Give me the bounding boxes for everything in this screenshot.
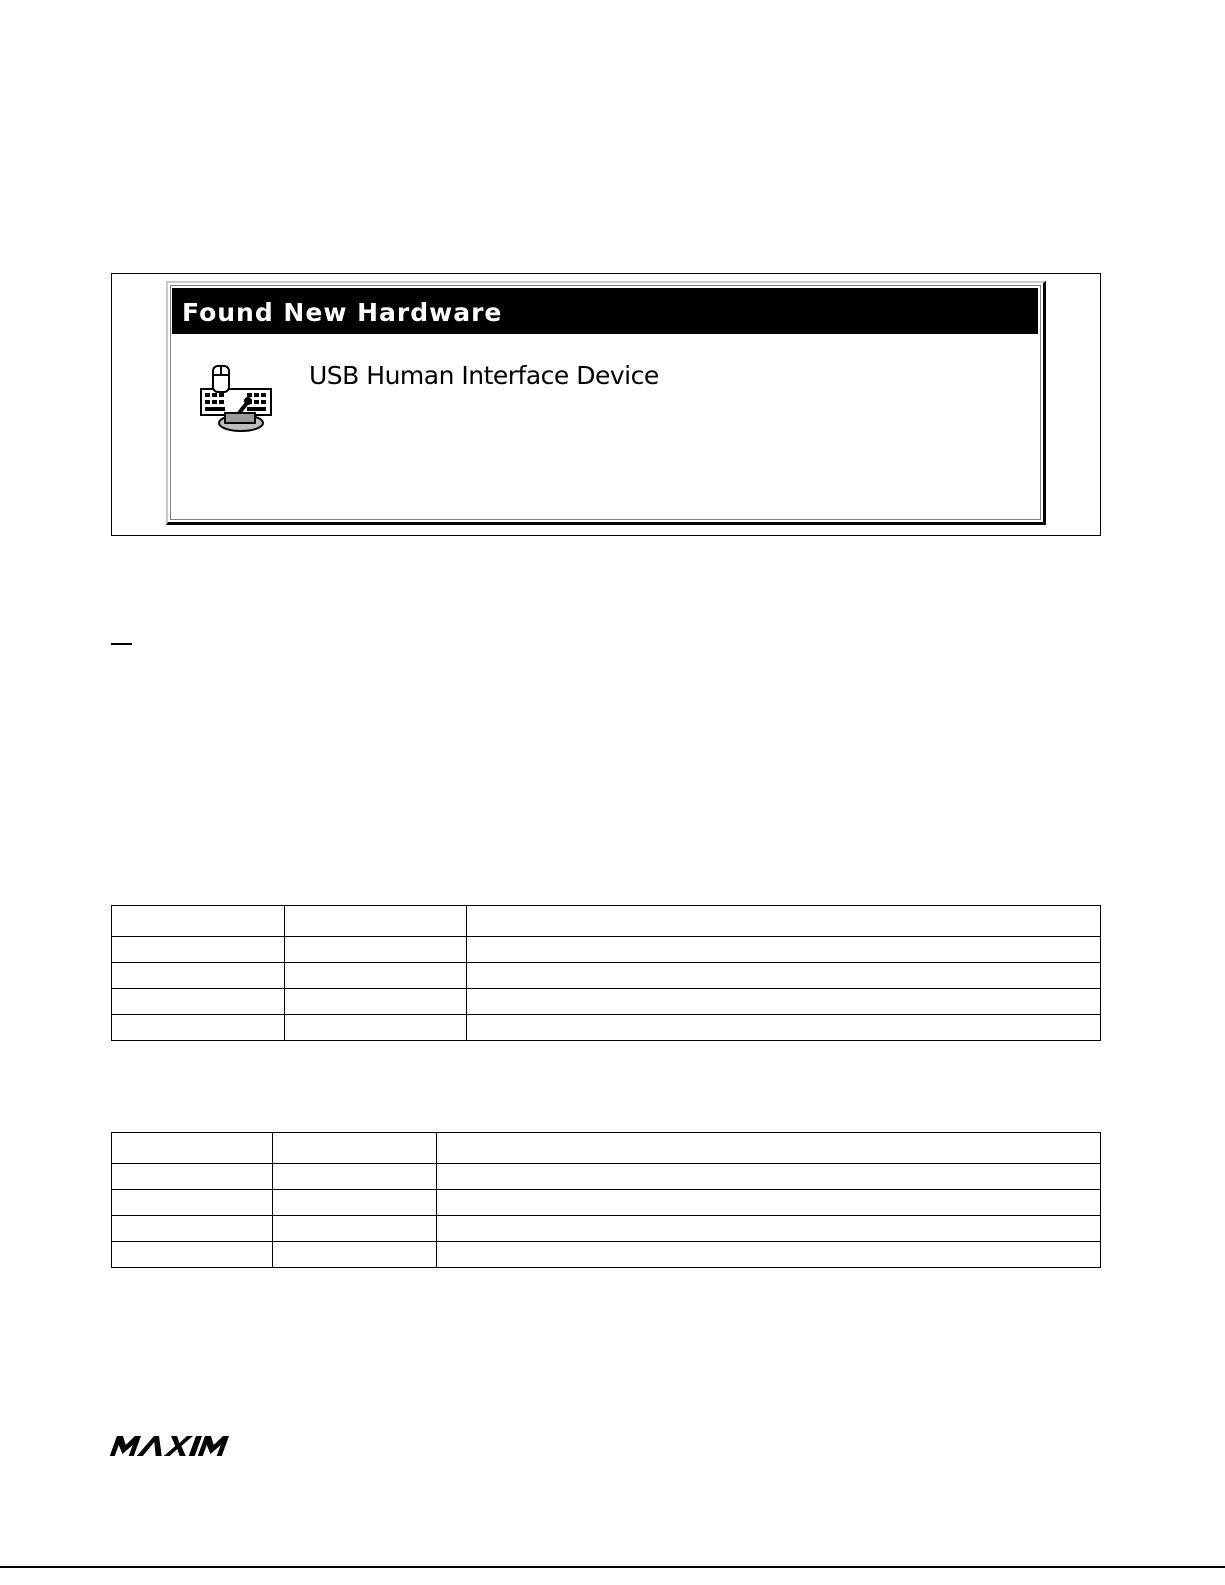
table-row [112,989,1101,1015]
table-row [112,1164,1101,1190]
footer-rule [0,1566,1225,1568]
table-row [112,1133,1101,1164]
table-1 [111,905,1101,1041]
table-row [112,1216,1101,1242]
table-row [112,1190,1101,1216]
maxim-logo [110,1436,252,1456]
dialog-titlebar [172,288,1038,334]
table-row [112,1242,1101,1268]
table-2 [111,1132,1101,1268]
table-row [112,963,1101,989]
dialog-title: Found New Hardware [182,298,503,327]
keyboard-mouse-device-icon [195,363,275,435]
table-row [112,937,1101,963]
table-row [112,1015,1101,1041]
found-new-hardware-dialog [166,281,1046,525]
table-row [112,906,1101,937]
overline-mark [111,643,132,645]
device-name-label: USB Human Interface Device [309,361,659,390]
